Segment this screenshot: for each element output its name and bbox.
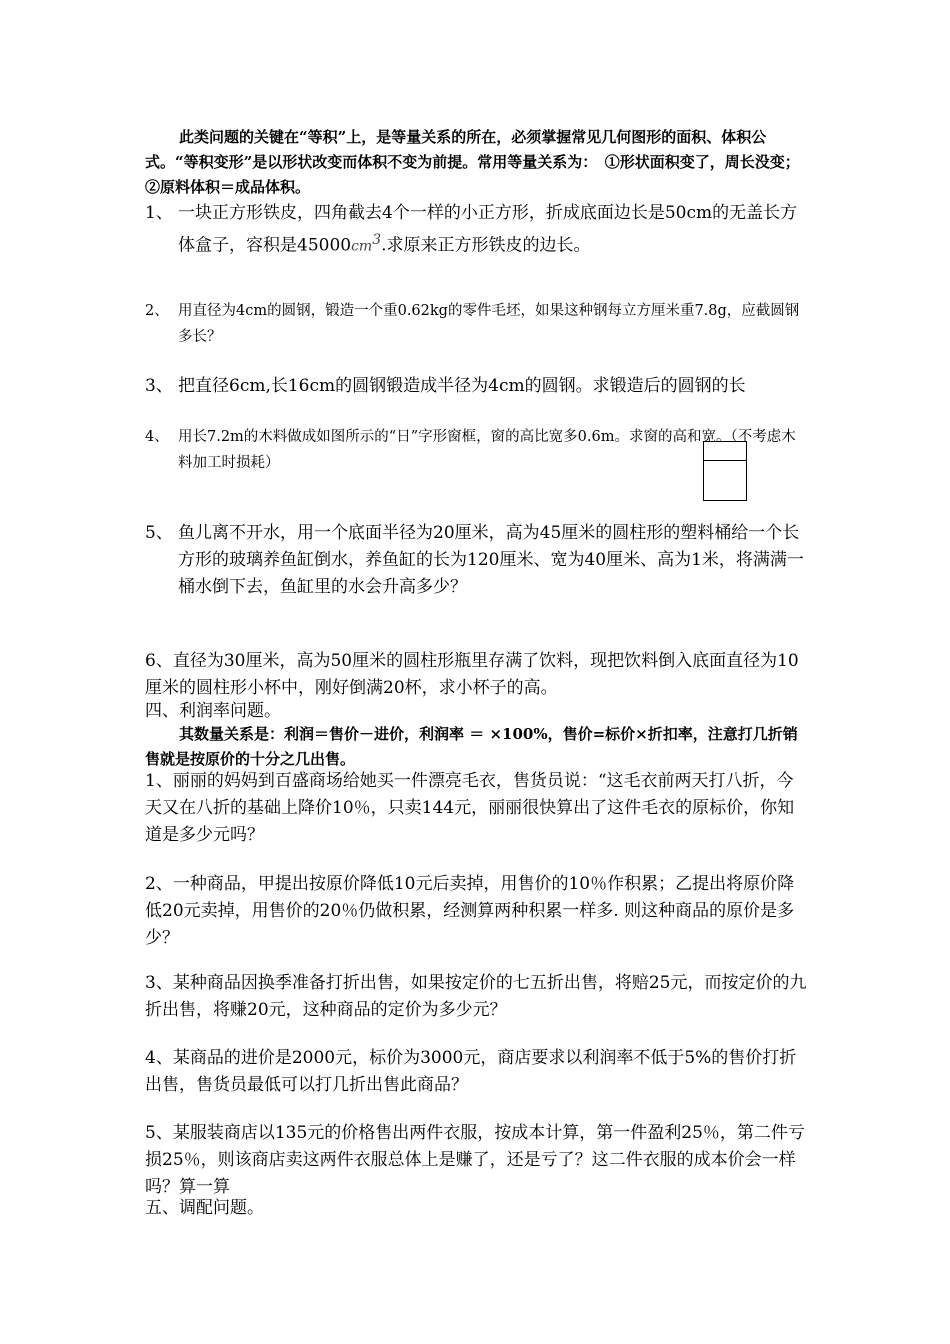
section-5-heading: 五、调配问题。 <box>145 1198 264 1218</box>
profit-question-2: 2、一种商品，甲提出按原价降低10元后卖掉，用售价的10％作积累；乙提出将原价降低20元卖掉，用售价的20％仍做积累，经测算两种积累一样多. 则这种商品的原价是多少？ <box>145 874 795 948</box>
problem-1 <box>145 200 810 261</box>
problem-number: 2、 <box>145 303 169 319</box>
problem-number: 1、 <box>145 203 173 223</box>
problem-text: 把直径6cm,长16cm的圆钢锻造成半径为4cm的圆钢。求锻造后的圆钢的长 <box>178 376 746 396</box>
section-4-relation: 其数量关系是：利润＝售价－进价，利润率 ＝ ×100%，售价=标价×折扣率，注意打几折销售就是按原价的十分之几出售。 <box>145 725 798 768</box>
problem-text: 用长7.2m的木料做成如图所示的“日”字形窗框，窗的高比宽多0.6m。求窗的高和宽。（不考虑木料加工时损耗） <box>178 429 796 471</box>
profit-question-3: 3、某种商品因换季准备打折出售，如果按定价的七五折出售，将赔25元，而按定价的九折出售，将赚20元，这种商品的定价为多少元？ <box>145 973 807 1020</box>
problem-number: 4、 <box>145 429 169 445</box>
problem-number: 3、 <box>145 376 173 396</box>
problem-3 <box>145 373 810 400</box>
profit-question-4: 4、某商品的进价是2000元，标价为3000元，商店要求以利润率不低于5%的售价打折出售，售货员最低可以打几折出售此商品？ <box>145 1048 797 1095</box>
profit-question-1: 1、丽丽的妈妈到百盛商场给她买一件漂亮毛衣，售货员说：“这毛衣前两天打八折，今天又在八折的基础上降价10％，只卖144元，丽丽很快算出了这件毛衣的原标价，你知道是多少元吗？ <box>145 771 795 845</box>
unit-exponent: 3 <box>372 232 382 248</box>
intro-paragraph: 此类问题的关键在“等积”上，是等量关系的所在，必须掌握常见几何图形的面积、体积公式。“等积变形”是以形状改变而体积不变为前提。常用等量关系为： ①形状面积变了，周长没变；②原料体积＝成品体积。 <box>145 128 800 196</box>
profit-question-5: 5、某服装商店以135元的价格售出两件衣服，按成本计算，第一件盈利25％，第二件亏损25％，则该商店卖这两件衣服总体上是赚了，还是亏了？这二件衣服的成本价会一样吗？算一算 <box>145 1123 805 1197</box>
problem-2 <box>145 298 810 350</box>
problem-5 <box>145 520 810 601</box>
window-frame-figure <box>703 441 747 501</box>
window-crossbar <box>704 460 746 461</box>
problem-text: 用直径为4cm的圆钢，锻造一个重0.62kg的零件毛坯，如果这种钢每立方厘米重7.8g，应截圆钢多长？ <box>178 303 800 345</box>
problem-number: 5、 <box>145 523 173 543</box>
problem-text: 鱼儿离不开水，用一个底面半径为20厘米，高为45厘米的圆柱形的塑料桶给一个长方形的玻璃养鱼缸倒水，养鱼缸的长为120厘米、宽为40厘米、高为1米，将满满一桶水倒下去，鱼缸里的水会升高多少？ <box>178 523 804 597</box>
unit-cm: cm <box>351 238 373 255</box>
section-4-heading: 四、利润率问题。 <box>145 701 281 721</box>
problem-text: 一块正方形铁皮，四角截去4个一样的小正方形，折成底面边长是50cm的无盖长方体盒子，容积是45000 <box>178 203 798 256</box>
problem-text-end: .求原来正方形铁皮的边长。 <box>381 235 591 256</box>
problem-6: 6、直径为30厘米，高为50厘米的圆柱形瓶里存满了饮料，现把饮料倒入底面直径为10厘米的圆柱形小杯中，刚好倒满20杯，求小杯子的高。 <box>145 651 799 698</box>
